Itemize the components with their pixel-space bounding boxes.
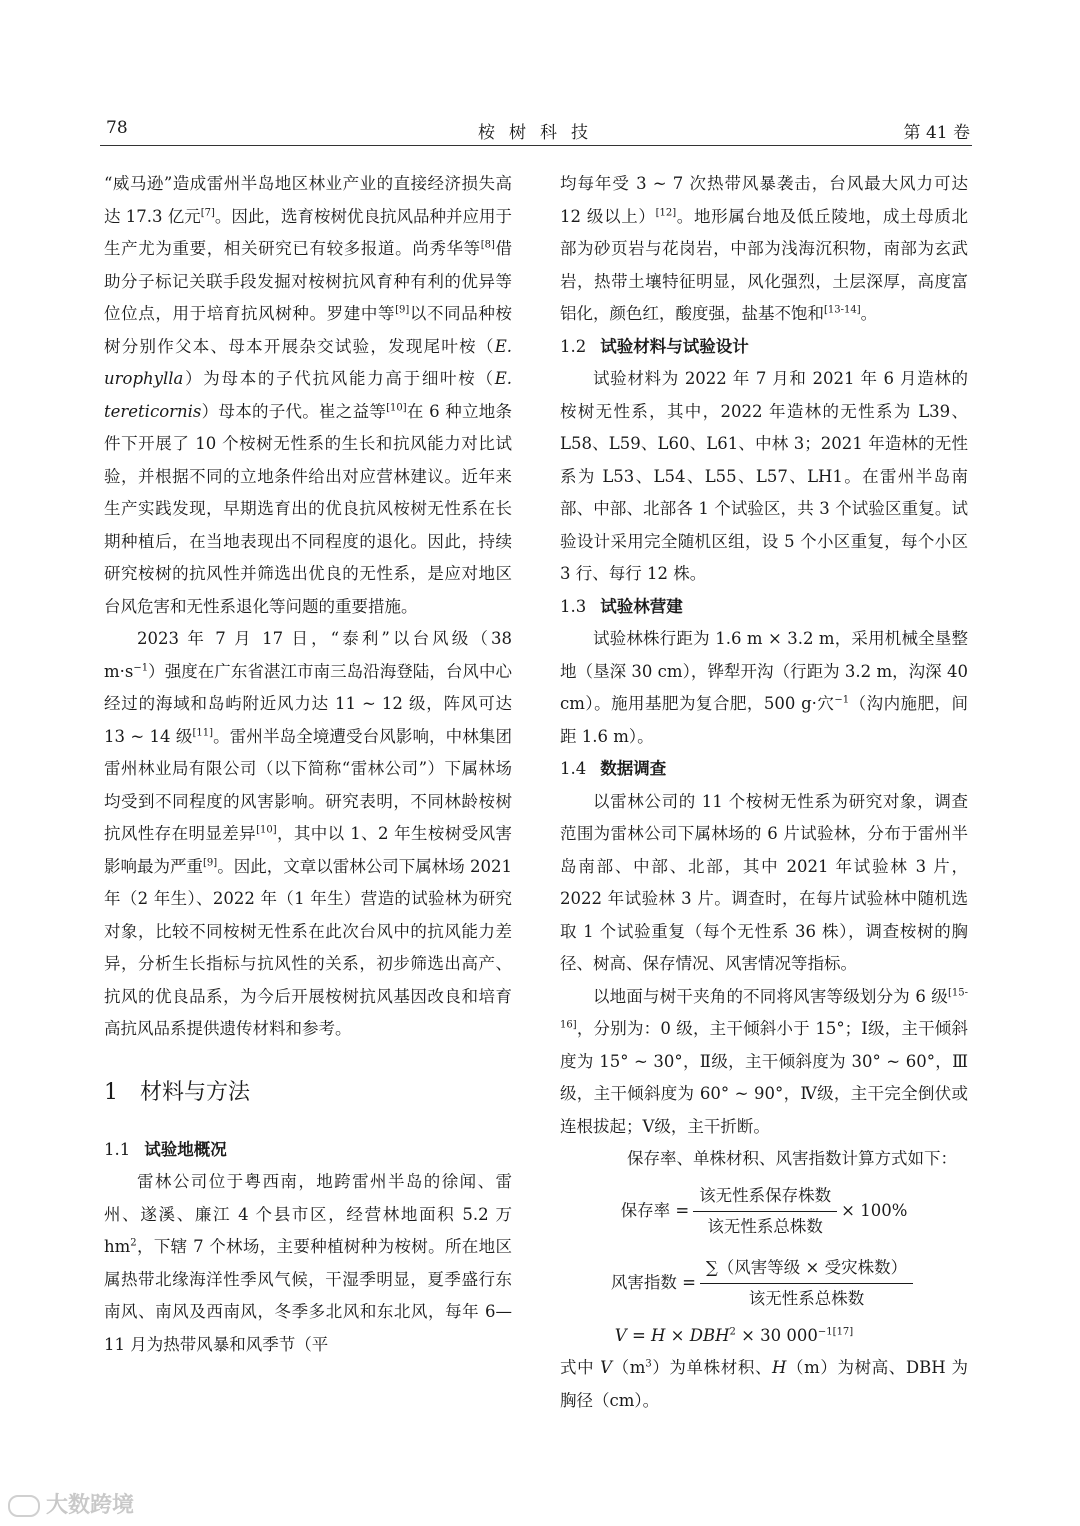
paragraph: 2023 年 7 月 17 日，“泰利”以台风级（38 $m\cdot s^{-1}$）强度在广东省湛江市南三岛沿海登陆，台风中心经过的海域和岛屿附近风力达 11 ~ 12 级，阵风可达 13 ~ 14 级[11]。雷州半岛全境遭受台风影响，中林集团雷州林业局有限公司（以下简称“雷林公司”）下属林场均受到不同程度的风害影响。研究表明，不同林龄桉树抗风性存在明显差异[10]，其中以 1、2 年生桉树受风害影响最为严重[9]。因此，文章以雷林公司下属林场 2021 年（2 年生）、2022 年（1 年生）营造的试验林为研究对象，比较不同桉树无性系在此次台风中的抗风能力差异，分析生长指标与抗风性的关系，初步筛选出高产、抗风的优良品系，为今后开展桉树抗风基因改良和培育高抗风品系提供遗传材料和参考。 bbox=[104, 629, 512, 1038]
subsection-heading: 1.3 试验林营建 bbox=[560, 596, 683, 616]
section-heading: 1 材料与方法 bbox=[104, 1079, 251, 1105]
paragraph: 式中 $V(m^3)$为单株材积、H（m）为树高、DBH 为胸径（cm）。 bbox=[560, 1358, 968, 1410]
right-column bbox=[560, 168, 968, 1417]
subsection-heading: 1.4 数据调查 bbox=[560, 759, 667, 778]
paragraph: “威马逊”造成雷州半岛地区林业产业的直接经济损失高达 17.3 亿元[7]。因此，选育桉树优良抗风品种并应用于生产尤为重要，相关研究已有较多报道。尚秀华等[8]借助分子标记关联手段发掘对桉树抗风育种有利的优异等位位点，用于培育抗风树种。罗建中等[9]以不同品种桉树分别作父本、母本开展杂交试验，发现尾叶桉（E. urophylla）为母本的子代抗风能力高于细叶桉（E. tereticornis）母本的子代。崔之益等[10]在 6 种立地条件下开展了 10 个桉树无性系的生长和抗风能力对比试验，并根据不同的立地条件给出对应营林建议。近年来生产实践发现，早期选育出的优良抗风桉树无性系在长期种植后，在当地表现出不同程度的退化。因此，持续研究桉树的抗风性并筛选出优良的无性系，是应对地区台风危害和无性系退化等问题的重要措施。 bbox=[104, 174, 513, 616]
watermark-logo-icon bbox=[8, 1495, 40, 1517]
left-column bbox=[104, 168, 512, 1361]
paragraph: 试验材料为 2022 年 7 月和 2021 年 6 月造林的桉树无性系，其中，2022 年造林的无性系为 L39、L58、L59、L60、L61、中林 3；2021 年造林的无性系为 L53、L54、L55、L57、LH1。在雷州半岛南部、中部、北部各 1 个试验区，共 3 个试验区重复。试验设计采用完全随机区组，设 5 个小区重复，每个小区 3 行、每行 12 株。 bbox=[560, 369, 968, 583]
paragraph: 试验林株行距为 1.6 m × 3.2 m，采用机械全垦整地（垦深 30 cm），铧犁开沟（行距为 3.2 m，沟深 40 cm）。施用基肥为复合肥，500 g·穴$^{-1}$（沟内施肥，间距 1.6 m）。 bbox=[560, 629, 969, 746]
formula-damage-index: 风害指数 = $\frac{\text{∑（风害等级 × 受灾株数）}}{\text{该无性系总株数}}$ bbox=[560, 1248, 968, 1320]
page-number: 78 bbox=[106, 118, 128, 138]
formula-survival-rate: 保存率 = $\frac{\text{该无性系保存株数}}{\text{该无性系总株数}}$ × 100% bbox=[560, 1176, 968, 1248]
formula-volume: $V = H \times DBH^2 \times 30$ $000^{-1[17]}$ bbox=[614, 1325, 854, 1345]
paragraph: 以地面与树干夹角的不同将风害等级划分为 6 级[15-16]，分别为：0 级，主干倾斜小于 15°；Ⅰ级，主干倾斜度为 15° ~ 30°，Ⅱ级，主干倾斜度为 30° ~ 60°，Ⅲ级，主干倾斜度为 60° ~ 90°，Ⅳ级，主干完全倒伏或连根拔起；Ⅴ级，主干折断。 bbox=[560, 986, 968, 1136]
journal-title: 桉树科技 bbox=[478, 123, 602, 143]
paragraph: 雷林公司位于粤西南，地跨雷州半岛的徐闻、雷州、遂溪、廉江 4 个县市区，经营林地面积 5.2 万 $hm^2$，下辖 7 个林场，主要种植树种为桉树。所在地区属热带北缘海洋性季风气候，干湿季明显，夏季盛行东南风、南风及西南风，冬季多北风和东北风，每年 6—11 月为热带风暴和风季节（平 bbox=[104, 1172, 512, 1354]
paragraph: 以雷林公司的 11 个桉树无性系为研究对象，调查范围为雷林公司下属林场的 6 片试验林，分布于雷州半岛南部、中部、北部，其中 2021 年试验林 3 片，2022 年试验林 3 片。调查时，在每片试验林中随机选取 1 个试验重复（每个无性系 36 株），调查桉树的胸径、树高、保存情况、风害情况等指标。 bbox=[560, 791, 968, 973]
paragraph: 保存率、单株材积、风害指数计算方式如下： bbox=[627, 1149, 957, 1168]
subsection-heading: 1.1 试验地概况 bbox=[104, 1139, 227, 1159]
watermark: 大数跨境 bbox=[8, 1488, 134, 1519]
paragraph: 均每年受 3 ~ 7 次热带风暴袭击，台风最大风力可达 12 级以上）[12]。地形属台地及低丘陵地，成土母质北部为砂页岩与花岗岩，中部为浅海沉积物，南部为玄武岩，热带土壤特征明显，风化强烈，土层深厚，高度富铝化，颜色红，酸度强，盐基不饱和[13-14]。 bbox=[560, 174, 968, 323]
header-rule bbox=[100, 145, 972, 146]
volume-label: 第 41 卷 bbox=[903, 123, 970, 143]
subsection-heading: 1.2 试验材料与试验设计 bbox=[560, 336, 749, 356]
